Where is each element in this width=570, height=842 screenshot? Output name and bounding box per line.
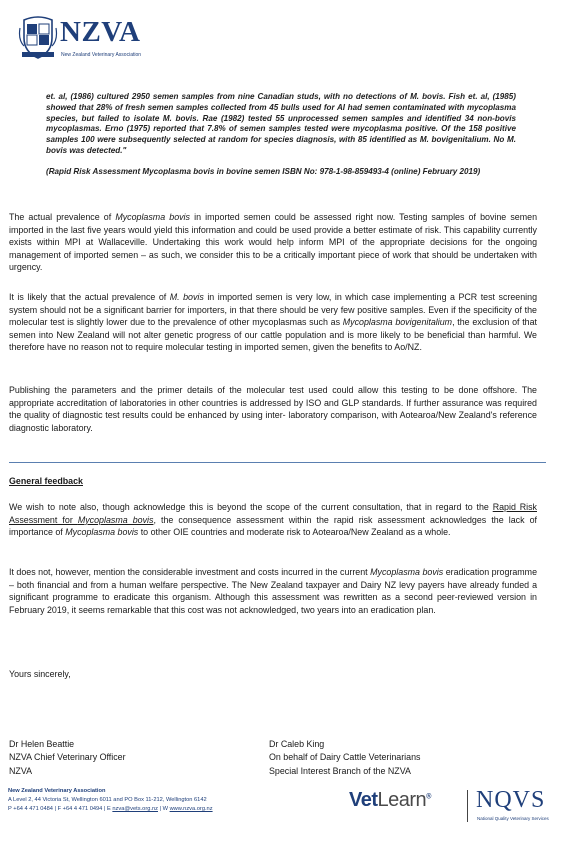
- quote-citation: (Rapid Risk Assessment Mycoplasma bovis in bovine semen ISBN No: 978-1-98-859493-4 (online) February 2019): [46, 166, 481, 176]
- signatory-title: On behalf of Dairy Cattle Veterinarians: [269, 752, 421, 763]
- nqvs-logo: NQVS: [476, 787, 546, 813]
- footer-separator: | W: [157, 806, 170, 812]
- vetlearn-vet: Vet: [349, 789, 378, 811]
- species-name: Mycoplasma bovis: [115, 212, 190, 222]
- text-run: , the exclusion of that semen into New Zealand will not alter genetic progress of our cattle population and is more likely to be beneficial than harmful. We therefore have no reason not to require molecular testing in imported semen, given the benefits to Ao/NZ.: [9, 317, 538, 353]
- footer-website-link[interactable]: www.nzva.org.nz: [169, 806, 213, 812]
- nzva-crest-icon: [18, 14, 58, 60]
- paragraph-pcr-testing: [9, 291, 537, 354]
- text-run: It is likely that the actual prevalence of: [9, 292, 170, 302]
- footer-org-name: New Zealand Veterinary Association: [8, 788, 106, 794]
- species-name: Mycoplasma bovigenitalium: [342, 317, 453, 328]
- text-run: We wish to note also, though acknowledge this is beyond the scope of the current consultation, that in regard to the: [9, 502, 493, 512]
- logo-divider: [467, 790, 468, 822]
- paragraph-prevalence: [9, 211, 537, 274]
- nzva-logo: [18, 14, 158, 64]
- text-run: It does not, however, mention the considerable investment and costs incurred in the current: [9, 567, 371, 577]
- signatory-org: Special Interest Branch of the NZVA: [269, 765, 411, 776]
- closing-text: Yours sincerely,: [9, 669, 71, 679]
- text-run: in imported semen could be assessed right now. Testing samples of bovine semen imported in the last five years would yield this information and could be used provide a better estimate of risk. This capability currently exists within MPI at Wallaceville. Undertaking this work would help inform MPI of the appropriate decisions for the ongoing management of imported semen – as such, we consider this to be a critically important piece of work that should be undertaken with urgency.: [9, 212, 538, 273]
- quote-body: et. al, (1986) cultured 2950 semen samples from nine Canadian studs, with no detections of M. bovis. Fish et. al, (1985) showed that 28% of fresh semen samples collected from 45 bulls used for AI had semen contaminated with mycoplasma species, but failed to isolate M. bovis. Rae (1982) tested 55 unprocessed semen samples and identified 34 non-bovis mycoplasmas. Erno (1975) reported that 7.8% of semen samples tested were mycoplasma positive. Of the 158 positive samples 100 were subsequently selected at random for species diagnosis, with 85 identified as M. bovigenitalium. No M. bovis was detected.": [46, 92, 516, 155]
- vetlearn-learn: Learn: [377, 789, 427, 811]
- signatory-left: [9, 738, 126, 778]
- link-text: Rapid Risk Assessment for: [9, 502, 537, 525]
- footer-phone: P +64 4 471 0484 | F +64 4 471 0494 | E: [8, 806, 113, 812]
- signatory-name: Dr Helen Beattie: [9, 739, 75, 749]
- vetlearn-logo: [349, 789, 431, 812]
- signatory-right: [269, 738, 420, 778]
- text-run: eradication programme – both financial and from a human welfare perspective. The New Zealand taxpayer and Dairy NZ levy payers have already funded a significant programme to eradicate this organism. Although this assessment was rewritten as a second peer-reviewed version in February 2019, it seems remarkable that this cost was not acknowledged, two years into an eradication plan.: [9, 567, 538, 615]
- logo-wordmark: NZVA: [60, 16, 141, 48]
- paragraph-feedback-costs: [9, 566, 537, 616]
- species-name: Mycoplasma bovis: [370, 567, 444, 577]
- species-name: M. bovis: [169, 292, 204, 302]
- text-run: , the consequence assessment within the rapid risk assessment acknowledges the lack of importance of: [9, 514, 537, 538]
- text-run: to other OIE countries and moderate risk to Aotearoa/New Zealand as a whole.: [138, 527, 451, 538]
- text-run: The actual prevalence of: [9, 212, 116, 222]
- nqvs-subtitle: National Quality Veterinary Services: [477, 816, 549, 821]
- species-name: Mycoplasma bovis: [65, 527, 139, 538]
- logo-subtitle: New Zealand Veterinary Association: [61, 52, 142, 58]
- text-run: Publishing the parameters and the primer details of the molecular test used could allow this testing to be done offshore. The appropriate accreditation of laboratories in other countries is addressed by ISO and GLP standards. If further assurance was required the quality of diagnostic test results could be enhanced by using inter- laboratory comparison, with Aotearoa/New Zealand's reference diagnostic laboratory.: [9, 385, 537, 433]
- footer-contact-line: [8, 805, 213, 814]
- signatory-name: Dr Caleb King: [269, 739, 325, 749]
- closing-salutation: [9, 668, 71, 681]
- link-species-name: Mycoplasma bovis: [77, 514, 154, 525]
- registered-mark: ®: [426, 793, 431, 801]
- paragraph-publishing: [9, 384, 537, 434]
- paragraph-feedback-scope: [9, 501, 537, 539]
- general-feedback-heading: General feedback: [9, 476, 83, 486]
- signatory-org: NZVA: [9, 765, 33, 776]
- footer-address: A Level 2, 44 Victoria St, Wellington 6011 and PO Box 11-212, Wellington 6142: [8, 797, 207, 803]
- quote-block: [46, 92, 516, 178]
- footer-email-link[interactable]: nzva@vets.org.nz: [112, 806, 158, 812]
- text-run: in imported semen is very low, in which case implementing a PCR test screening system should not be a significant barrier for importers, in that there should be very few positive samples. Even if the specificity of the molecular test is slightly lower due to the prevalence of other mycoplasmas such as: [9, 292, 538, 328]
- footer-contact: [8, 787, 213, 814]
- signatory-title: NZVA Chief Veterinary Officer: [9, 752, 126, 763]
- section-divider: [9, 462, 546, 463]
